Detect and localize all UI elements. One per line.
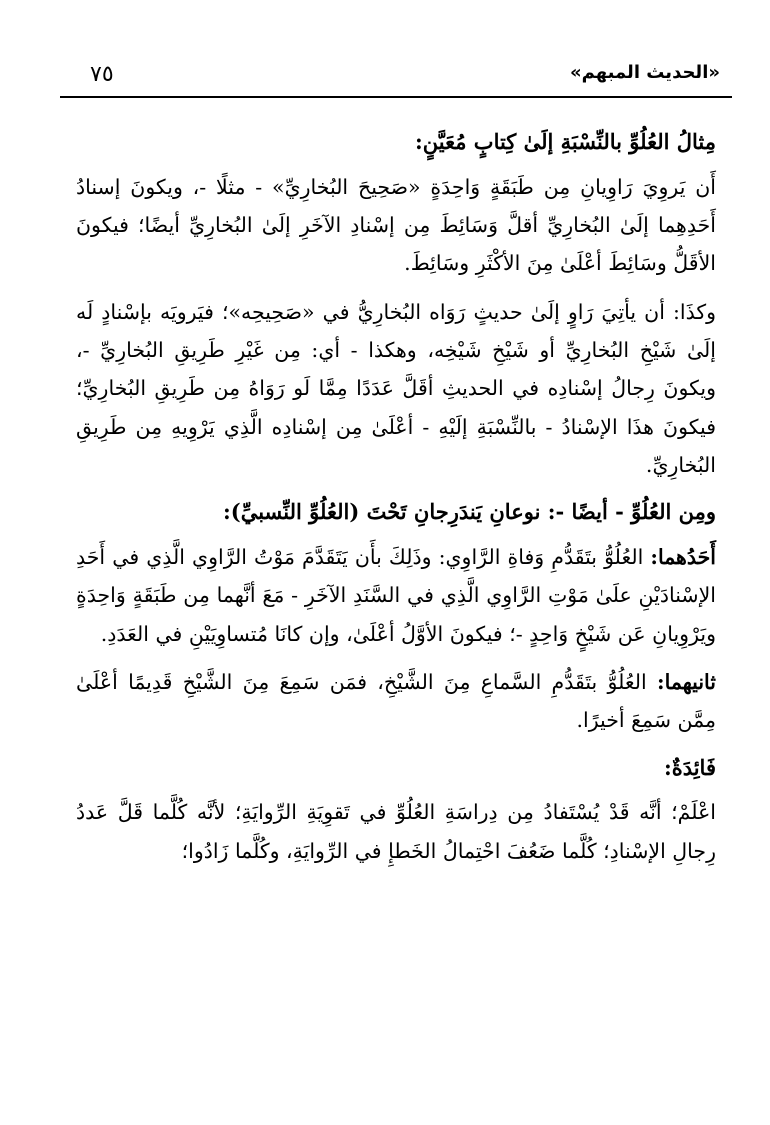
- second-type-label: ثانيهما:: [657, 669, 716, 694]
- second-type-text: العُلُوُّ بتَقَدُّمِ السَّماعِ مِنَ الشَّيْخِ، فمَن سَمِعَ مِنَ الشَّيْخِ قَدِيمًا أعْلَىٰ مِمَّن سَمِعَ أخيرًا.: [76, 669, 716, 733]
- paragraph-second-type: [76, 663, 716, 740]
- first-type-label: أَحَدُهما:: [650, 545, 716, 569]
- page-number: ٧٥: [90, 62, 114, 87]
- header-rule: [60, 96, 732, 98]
- header-title: «الحديث المبهم»: [570, 62, 720, 83]
- paragraph-likewise: وكذَا: أن يأتِيَ رَاوٍ إلَىٰ حديثٍ رَوَاه البُخارِيُّ في «صَحِيحِه»؛ فيَرويَه بإسْنادٍ لَه إلَىٰ شَيْخِ البُخارِيِّ أو شَيْخِ شَيْخِه، وهكذا - أي: مِن غَيْرِ طَرِيقِ البُخارِيِّ -، ويكونَ رِجالُ إسْنادِه في الحديثِ أقَلَّ عَدَدًا مِمَّا لَو رَوَاهُ مِن طَرِيقِ البُخارِيِّ؛ فيكونَ هذَا الإسْنادُ - بالنِّسْبَةِ إلَيْهِ - أعْلَىٰ مِن إسْنادِه الَّذِي يَرْوِيهِ مِن طَرِيقِ البُخارِيِّ.: [76, 299, 716, 477]
- section-heading-example: مِثالُ العُلُوِّ بالنِّسْبَةِ إلَىٰ كِتابٍ مُعَيَّنٍ:: [415, 129, 716, 154]
- section-heading-types: ومِن العُلُوِّ - أيضًا -: نوعانِ يَندَرِجانِ تَحْتَ (العُلُوِّ النِّسبيِّ):: [223, 499, 716, 525]
- section-heading-benefit: فَائِدَةٌ:: [663, 754, 716, 780]
- paragraph-example: أَن يَروِيَ رَاوِيانِ مِن طَبَقَةٍ وَاحِدَةٍ «صَحِيحَ البُخارِيِّ» - مثلًا -، ويكونَ إسنادُ أَحَدِهِما إلَىٰ البُخارِيِّ أقلَّ وَسَائِطَ مِن إسْنادِ الآخَرِ إلَىٰ البُخارِيِّ أيضًا؛ فيكونَ الأقَلُّ وسَائِطَ أعْلَىٰ مِنَ الأكْثَرِ وسَائِطَ.: [76, 174, 716, 276]
- running-header: [70, 52, 720, 92]
- paragraph-benefit: اعْلَمْ؛ أنَّه قَدْ يُسْتَفادُ مِن دِراسَةِ العُلُوِّ في تَقوِيَةِ الرِّوايَةِ؛ لأنَّه كُلَّما قَلَّ عَددُ رِجالِ الإسْنادِ؛ كُلَّما ضَعُفَ احْتِمالُ الخَطإِ في الرِّوايَةِ، وكُلَّما زَادُوا؛: [76, 800, 716, 863]
- first-type-text: العُلُوُّ بتَقَدُّمِ وَفاةِ الرَّاوِي: وذَلِكَ بأَن يَتَقَدَّمَ مَوْتُ الرَّاوِي الَّذِي في أَحَدِ الإسْنادَيْنِ علَىٰ مَوْتِ الرَّاوِي الَّذِي في السَّنَدِ الآخَرِ - مَعَ أنَّهما مِن طَبَقَةٍ وَاحِدَةٍ ويَرْوِيانِ عَن شَيْخٍ وَاحِدٍ -؛ فيكونَ الأوَّلُ أعْلَىٰ، وإن كانَا مُتساوِيَيْنِ في العَدَدِ.: [76, 545, 716, 646]
- paragraph-first-type: [76, 538, 716, 653]
- page-body: [76, 118, 716, 880]
